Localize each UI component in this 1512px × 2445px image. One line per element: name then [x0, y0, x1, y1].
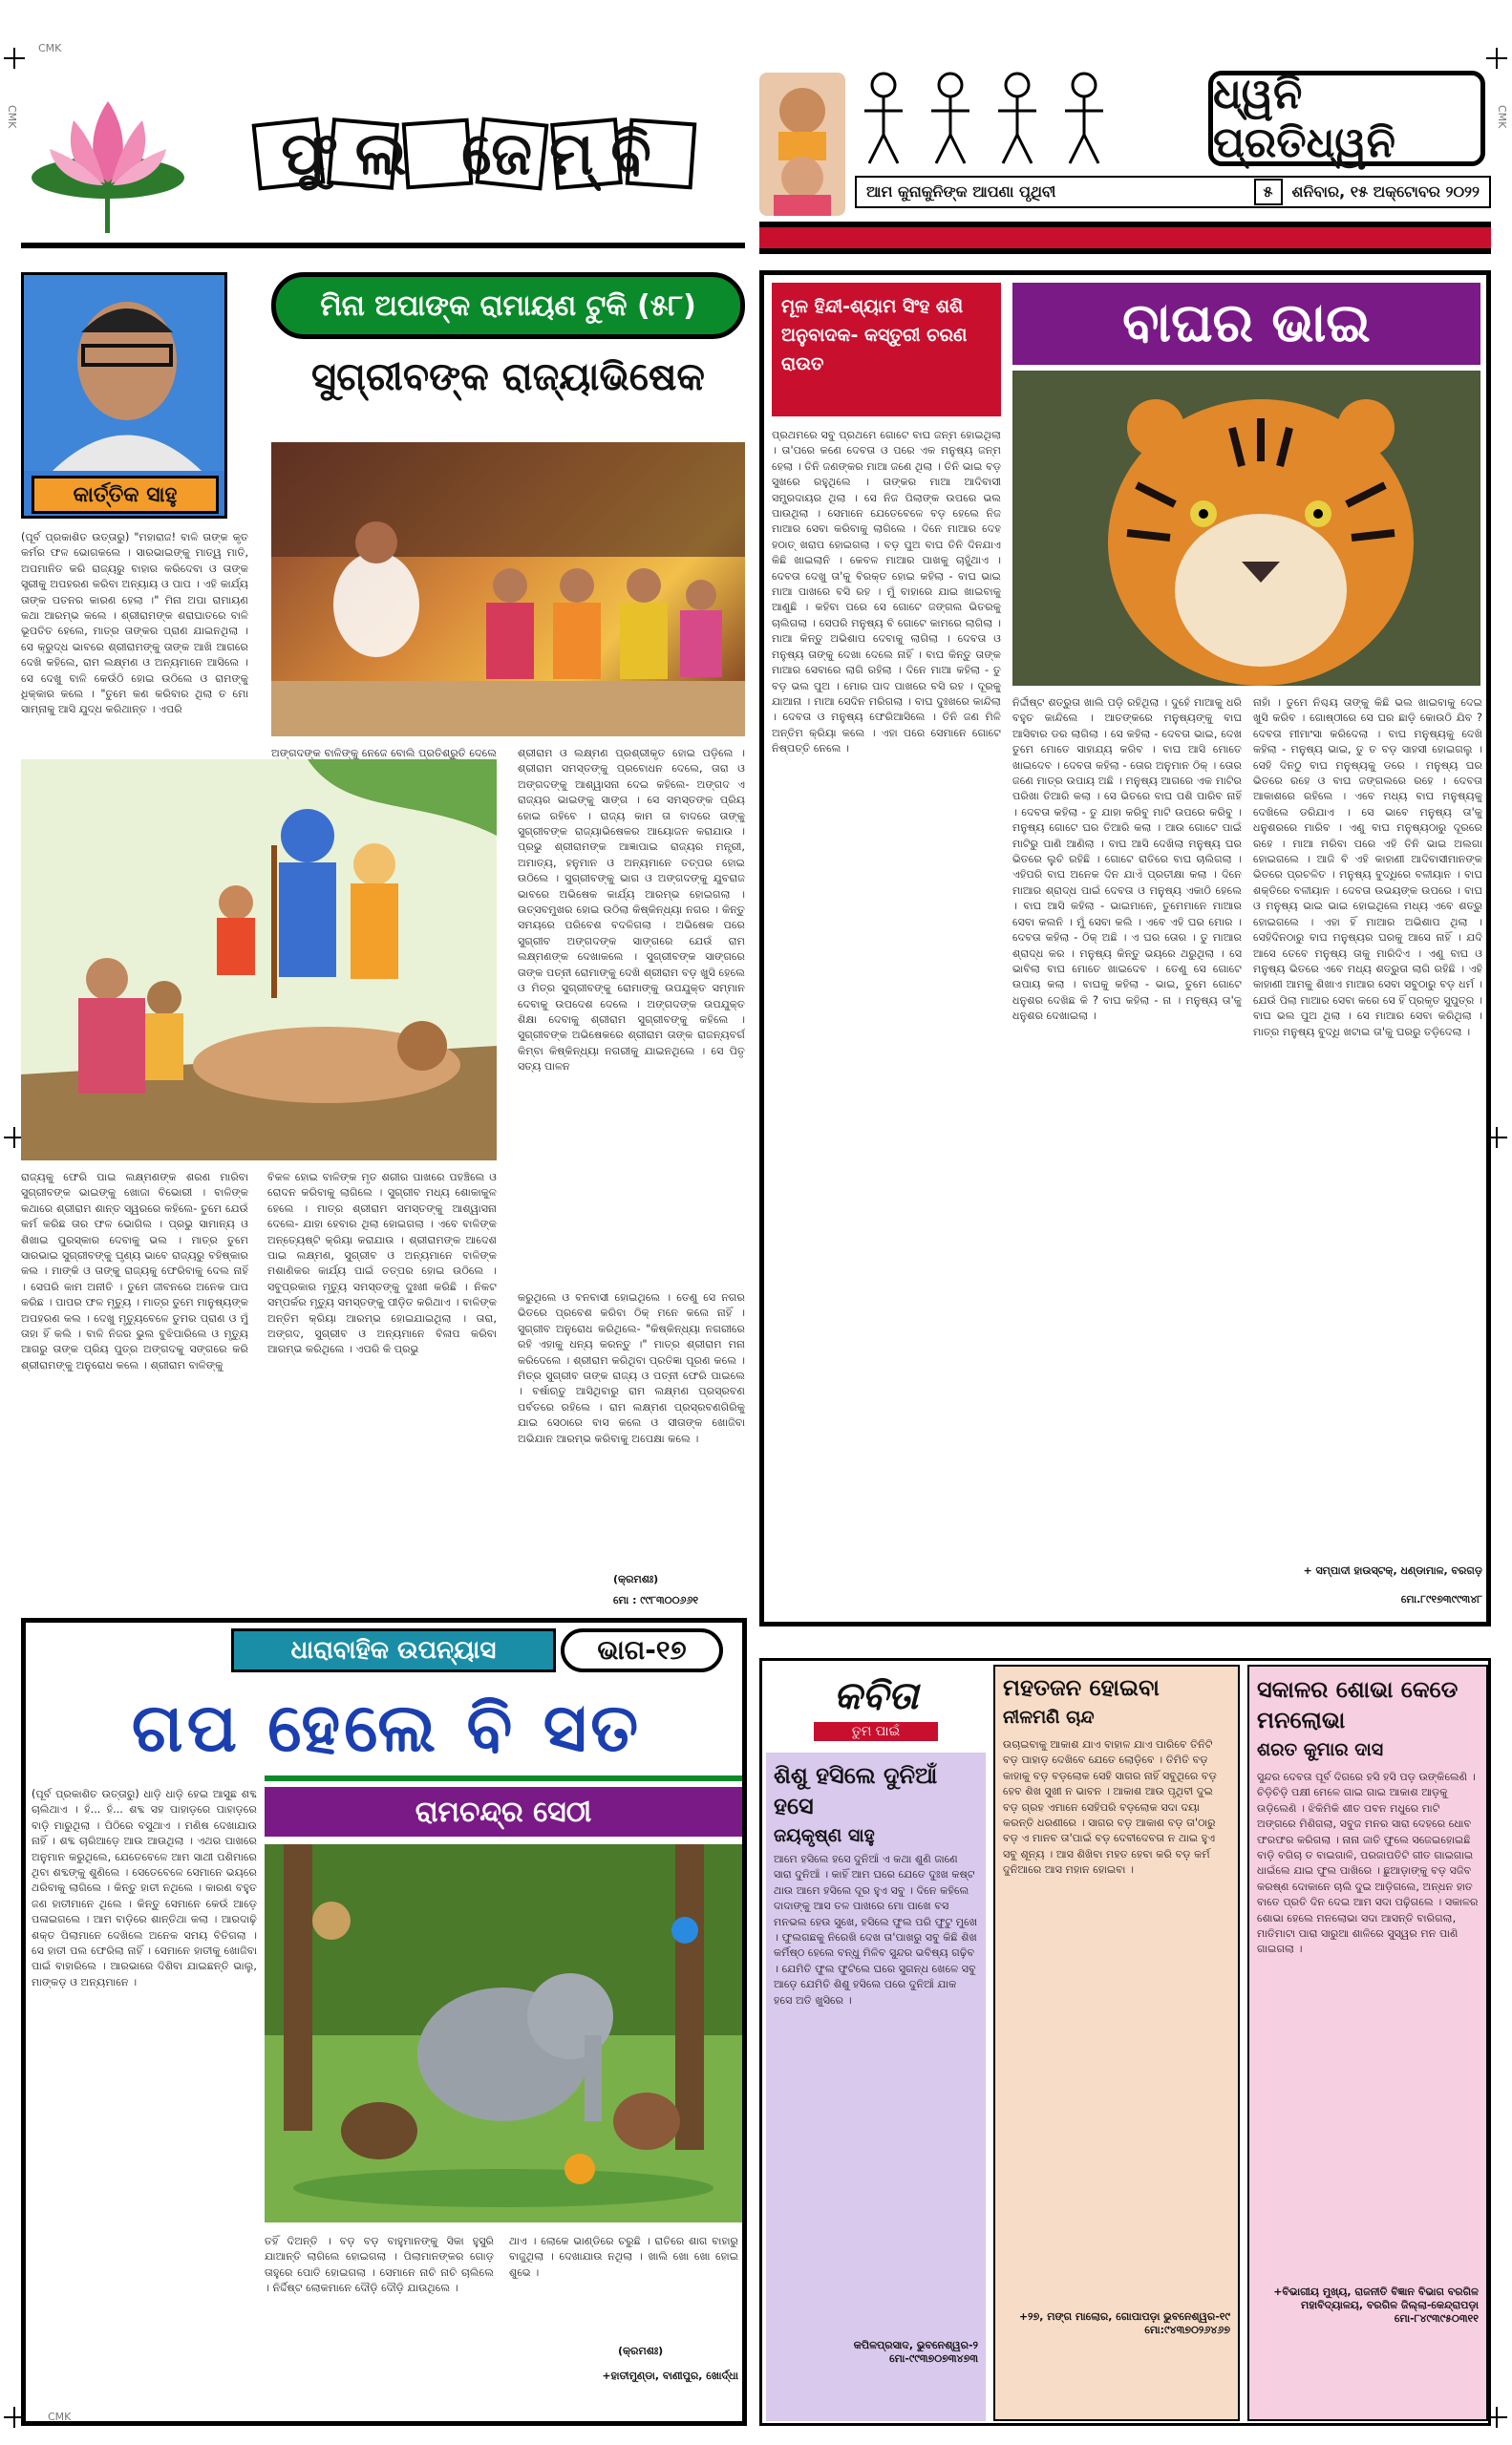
- novel-label: ଧାରାବାହିକ ଉପନ୍ୟାସ: [231, 1628, 556, 1672]
- tiger-title: ବାଘର ଭାଇ: [1012, 283, 1480, 365]
- rama-illustration: [21, 759, 497, 1160]
- poem-3-phone: ମୋ-୮୪୯୩୯୫୦୩୧୧: [1394, 2312, 1479, 2325]
- cmk-mark-bottom-left: CMK: [48, 2411, 72, 2423]
- novel-continued: (କ୍ରମଶଃ): [618, 2345, 664, 2357]
- tiger-text-col1: ପ୍ରଥମରେ ସବୁ ପ୍ରଥମେ ଗୋଟେ ବାଘ ଜନ୍ମ ହୋଇଥିଲା । ତା'ପରେ କଣେ ଦେବତା ଓ ପରେ ଏକ ମନୁଷ୍ୟ ଜନ୍ମ ହେଲା । ତିନି ଜଣଙ୍କର ମାଆ ଜଣେ ଥିଲା । ତିନି ଭାଇ ବଡ଼ ସୁଖରେ ରହୁଥିଲେ । ତାଙ୍କର ମାଆ ଆଦିବାସୀ ସମ୍ପ୍ରଦାୟର ଥିଲା । ସେ ନିଜ ପିଲାଙ୍କ ଉପରେ ଭଲ ପାଉଥିଲା । ସେମାନେ ଯେତେବେଳେ ବଡ଼ ହେଲେ ନିଜ ମାଆର ସେବା କରିବାକୁ ଲାଗିଲେ । ଦିନେ ମାଆର ଦେହ ହଠାତ୍ ଖରାପ ହୋଇଗଲା । ବଡ଼ ପୁଅ ବାଘ ତିନି ଦିନଯାଏ କିଛି ଖାଇଲାନି । କେବଳ ମାଆର ପାଖକୁ ଚାହୁଁଥାଏ । ଦେବତା ଦେଖୁ ତା'କୁ ବିରକ୍ତ ହୋଇ କହିଲା - ବାଘ ଭାଇ ମାଆ ପାଖରେ ବସି ରହ । ମୁଁ ବାହାରେ ଯାଇ ଖାଇବାକୁ ଆଣୁଛି । କହିବା ପରେ ସେ ଗୋଟେ ଜଙ୍ଗଲ ଭିତରକୁ ଚାଲିଗଲା । ସେପରି ମନୁଷ୍ୟ ବି ଗୋଟେ କାମରେ ଲାଗିଲା । ମାଆ କିନ୍ତୁ ଅଭିଶାପ ଦେବାକୁ ଲାଗିଲା । ଦେବତା ଓ ମନୁଷ୍ୟ ତାଙ୍କୁ ଦେଖା ଦେଲେ ନାହିଁ । ବାଘ କିନ୍ତୁ ତାଙ୍କ ମାଆର ସେବାରେ ଲାଗି ରହିଲା । ଦିନେ ମାଆ କହିଲା - ତୁ ବଡ଼ ଭଲ ପୁଅ । ମୋର ପାଦ ପାଖରେ ବସି ରହ । ଦୂରକୁ ଯାଆନା । ମାଆ ସେଦିନ ମରିଗଲା । ବାଘ ଦୁଃଖରେ କାନ୍ଦିଲା । ଦେବତା ଓ ମନୁଷ୍ୟ ଫେରିଆସିଲେ । ତିନି ଜଣ ମିଳି ଅନ୍ତିମ କ୍ରିୟା କଲେ । ଏହା ପରେ ସେମାନେ ଗୋଟେ ନିଷ୍ପତ୍ତି ନେଲେ ।: [772, 429, 1001, 755]
- translator-box: ମୂଳ ହିନ୍ଦୀ-ଶ୍ୟାମ ସିଂହ ଶଶି ଅନୁବାଦକ- କସ୍ତୁରୀ ଚରଣ ରାଉତ: [772, 283, 1001, 416]
- red-rule: [759, 222, 1491, 254]
- kids-puja-photo: [271, 442, 745, 736]
- kabita-section: [759, 1658, 1491, 2426]
- novel-title: ଗପ ହେଲେ ବି ସତ: [131, 1688, 643, 1767]
- section-title-dhwani: ଧ୍ୱନି ପ୍ରତିଧ୍ୱନି: [1213, 70, 1395, 167]
- lotus-image: [21, 63, 195, 237]
- poem-1: [766, 1753, 986, 2421]
- tagline-bar: [855, 176, 1491, 208]
- ramayana-text-col3b: କରୁଥିଲେ ଓ ବନବାସୀ ହୋଇଥିଲେ । ତେଣୁ ସେ ନଗର ଭିତରେ ପ୍ରବେଶ କରିବା ଠିକ୍ ମନେ କଲେ ନାହିଁ । ସୁଗ୍ରୀବ ଅନୁରୋଧ କରିଥିଲେ- "କିଷ୍କିନ୍ଧ୍ୟା ନଗରୀରେ ରହି ଏହାକୁ ଧନ୍ୟ କରନ୍ତୁ ।" ମାତ୍ର ଶ୍ରୀରାମ ମନା କରିଦେଲେ । ଶ୍ରୀରାମ କରିଥିବା ପ୍ରତିଜ୍ଞା ପୂରଣ କଲେ । ମିତ୍ର ସୁଗ୍ରୀବ ତାଙ୍କ ରାଜ୍ୟ ଓ ପତ୍ନୀ ଫେରି ପାଇଲେ । ବର୍ଷାଋତୁ ଆସିଥିବାରୁ ରାମ ଲକ୍ଷ୍ମଣ ପ୍ରସ୍ରବଣ ପର୍ବତରେ ରହିଲେ । ରାମ ଲକ୍ଷ୍ମଣ ପ୍ରସ୍ରବଣଗିରିକୁ ଯାଇ ସେଠାରେ ବାସ କଲେ ଓ ସୀତାଙ୍କ ଖୋଜିବା ଅଭିଯାନ ଆରମ୍ଭ କରିବାକୁ ଅପେକ୍ଷା କଲେ ।: [518, 1291, 745, 1445]
- ramayana-text-col1b: ରାଜ୍ୟକୁ ଫେରି ପାଇ ଲକ୍ଷ୍ମଣଙ୍କ ଶରଣ ମାରିବା ସୁଗ୍ରୀବଙ୍କ ଭାଇଙ୍କୁ ଖୋଜା ବିଭୋରୀ । ବାଳିଙ୍କ କଥାରେ ଶ୍ରୀରାମ ଶାନ୍ତ ସ୍ୱରରେ କହିଲେ- ତୁମେ ଯେଉଁ କର୍ମ କରିଛ ତାର ଫଳ ଭୋଗିଲ । ପ୍ରଭୁ ସାମାନ୍ୟ ଓ ଶିଖାଇ ପୁରସ୍କାର ଦେବାକୁ ଭଲ । ମାତ୍ର ତୁମେ ସାରଭାଇ ସୁଗ୍ରୀବଙ୍କୁ ଘୃଣ୍ୟ ଭାବେ ରାଜ୍ୟରୁ ବହିଷ୍କାର କଲ । ମାଙ୍କି ଓ ତାଙ୍କୁ ରାଜ୍ୟକୁ ଫେରିବାକୁ ଦେଲ ନାହିଁ । ସେପରି କାମ ଅନୀତି । ତୁମେ ଜୀବନରେ ଅନେକ ପାପ କରିଛ । ପାପର ଫଳ ମୃତ୍ୟୁ । ମାତ୍ର ତୁମେ ମାନୁଷ୍ୟଙ୍କ ଅପହରଣ କଲ । ଦେଖୁ ମୃତ୍ୟୁବେଳେ ତୁମର ପ୍ରାଣ ଓ ମୁଁ ତାହା ହିଁ କଲି । ବାଳି ନିଜର ଭୁଲ ବୁଝିପାରିଲେ ଓ ମୃତ୍ୟୁ ଆଗରୁ ତାଙ୍କ ପ୍ରିୟ ପୁତ୍ର ଅଙ୍ଗଦକୁ ସଙ୍ଗରେ କରି ଶ୍ରୀରାମଙ୍କୁ ଅନୁରୋଧ କଲେ । ଶ୍ରୀରାମ ବାଳିଙ୍କୁ: [21, 1171, 248, 1371]
- issue-date: ଶନିବାର, ୧୫ ଅକ୍ଟୋବର ୨୦୨୨: [1291, 182, 1480, 201]
- novel-author: ରାମଚନ୍ଦ୍ର ସେଠୀ: [265, 1787, 742, 1837]
- novel-text-col2: ତହିଁ ଦିଅନ୍ତି । ବଡ଼ ବଡ଼ ବାହୁମାନଙ୍କୁ ସିକା ହୁସୁରି ଯାଆନ୍ତି ଲାଗିଲେ ହୋଇଗଲା । ପିଲାମାନଙ୍କର ଗୋଡ଼ ତାହୁରେ ପୋତି ହୋଇଗଲା । ସେମାନେ ନାଚି ନାଚି ଚାଲିଲେ । ନିର୍ଦ୍ଦିଷ୍ଟ ଲୋକମାନେ ଦୌଡ଼ି ଦୌଡ଼ି ଯାଉଥିଲେ ।: [265, 2235, 494, 2295]
- novel-text-col1: (ପୂର୍ବ ପ୍ରକାଶିତ ଉତ୍ତାରୁ) ଧାଡ଼ି ଧାଡ଼ି ହେଇ ଆସୁଛ ଶବ୍ଦ ଚାଲିଥାଏ । ହଁ... ହଁ... ଶବ୍ଦ ସହ ପାହାଡ଼ରେ ପାହାଡ଼ରେ ବାଡ଼ି ମାରୁଥିଲା । ପିଠିରେ ବସୁଥାଏ । ମଣିଷ ଦେଖାଯାଉ ନାହିଁ । ଶବ୍ଦ ଚାରିଆଡ଼େ ଆଉ ଆଉଥିଲା । ଏଥର ପାଖରେ ଅନୁମାନ କରୁଥିଲେ, ଯେତେବେଳେ ଆମ ସାଥୀ ପଶିମାରେ ଥିବା ଶବ୍ଦଙ୍କୁ ଶୁଣିଲେ । ସେତେବେଳେ ସେମାନେ ଭୟରେ ଥରିବାକୁ ଲାଗିଲେ । କିନ୍ତୁ ହାତୀ ନଥିଲେ । କାରଣ ବହୁତ ଜଣ ହାତୀମାନେ ଥିଲେ । କିନ୍ତୁ ସେମାନେ କେଉଁ ଆଡ଼େ ପଳାଇଗଲେ । ଆମ ବାଡ଼ିରେ ଶାନ୍ତିଥା କଲା । ଆରଦାଢ଼ି ଶକ୍ତ ପିଲାମାନେ ଦେଖିଲେ ଅନେକ ସମୟ ବିତିଗଲା । ସେ ହାତୀ ପଲ ଫେରିଲା ନାହିଁ । ସେମାନେ ହାତୀକୁ ଖୋଜିବା ପାଇଁ ବାହାରିଲେ । ଆରଭାରେ ଦିଶିବା ଯାଇଛନ୍ତି ଭାଲୁ, ମାଙ୍କଡ଼ ଓ ଅନ୍ୟମାନେ ।: [32, 1788, 257, 1988]
- ramayana-phone: ମୋ : ୯୯୮୩୦୦୬୬୧: [613, 1594, 699, 1606]
- kabita-sublabel: ତୁମ ପାଇଁ: [814, 1722, 938, 1741]
- ramayana-text-col2a: ଅଙ୍ଗଦଙ୍କ ବାଳିଙ୍କୁ ନେଜେ ବୋଲି ପ୍ରତିଶ୍ରୁତି ଦେଲେ: [271, 747, 497, 759]
- kids-illustration: [855, 68, 1132, 173]
- poem-1-address: କପିଳପ୍ରସାଦ, ଭୁବନେଶ୍ୱର-୨: [853, 2339, 978, 2351]
- author-name: କାର୍ତ୍ତିକ ସାହୁ: [32, 476, 219, 514]
- poem-1-text: ଆମେ ହସିଲେ ହସେ ଦୁନିଆଁ ଏ କଥା ଶୁଣି ଜାଣେ ସାରା ଦୁନିଆଁ । କାହିଁ ଆମ ଘରେ ଯେତେ ଦୁଃଖ କଷ୍ଟ ଥାଉ ଆମେ ହସିଲେ ଦୂର ହୁଏ ସବୁ । ଦିନେ କହିଲେ ଦାଦାଙ୍କୁ ଆସ ତଳ ପାଖରେ ମୋ ପାଖେ ବସ ମନଭଲ ହେଉ ସୁଖେ, ହସିଲେ ଫୁଲ ପରି ଫୁଟୁ ମୁଖେ । ଫୁଲଗଛକୁ ନିରେଖି ଦେଖ ତା'ପାଖରୁ ସବୁ କିଛି ଶିଖ କର୍ମିଷ୍ଠ ହେଲେ ବନ୍ଧୁ ମିଳିବ ସୁନ୍ଦର ଭବିଷ୍ୟ ଗଢ଼ିବ । ଯେମିତି ଫୁଲ ଫୁଟିଲେ ଘରେ ସୁଗନ୍ଧ ଖେଳେ ସବୁ ଆଡ଼େ ଯେମିତି ଶିଶୁ ହସିଲେ ପରେ ଦୁନିଆଁ ଯାକ ହସେ ଅତି ଖୁସିରେ ।: [774, 1853, 978, 2007]
- poem-3-text: ସୁନ୍ଦର ଦେବତା ପୂର୍ବ ଦିଗରେ ହସି ହସି ପଡ଼ ଉଙ୍କିଲେଣି । ଚିଡ଼ିଚିଡ଼ି ପକ୍ଷୀ ମେଳେ ଗାଇ ଗାଇ ଆକାଶ ଆଡ଼କୁ ଉଡ଼ିଲେଣି । ଝିକିମିକି ଶୀତ ପବନ ମଧୁରେ ମାଟି ଅଙ୍ଗରେ ମିଶିଗଲା, ସବୁଜ ମନର ସାରା ଦେହରେ ଧୋବ ଫରଫର କରିଗଲା । ନାନା ଜାତି ଫୁଲେ ସଜେଇହୋଇଛି ବାଡ଼ି ବଗିଚା ତ ବାଇଗାଳି, ପରଜାପତିଟି ଗୀତ ଗାଇଗାଇ ଧାଇଁଲେ ଯାଇ ଫୁଲ ପାଖିରେ । ଛୁଆଡ଼ାଙ୍କୁ ବଡ଼ ସଜିବ କରଷ୍ଣ ଦୋକାନେ ଚାଲି ଦୁଇ ଆଡ଼ିଗଲେ, ଅନ୍ଧନ ହାତ ବାତେ ପ୍ରତି ଦିନ ଦେଇ ଆମ ସଦା ପଢ଼ିଗଲେ । ସକାଳର ଶୋଭା ହେଲେ ମନଲୋଭା ସଦା ଆସନ୍ତି ବାରିଗଲା, ମାତିମାଟା ପାରା ସାରୁଆ ଶାଳିରେ ସୁସ୍ୱର ମନ ପାଣି ଗାଇଗଲା ।: [1257, 1771, 1479, 1956]
- masthead-left: [21, 63, 745, 244]
- tiger-text-col2: ନିର୍ଦ୍ଦୀଷ୍ଟ ଶତ୍ରୁତା ଖାଲି ପଡ଼ି ରହିଥିଲା । ଦୁହେଁ ମାଆକୁ ଧରି ବହୁତ କାନ୍ଦିଲେ । ଆତଙ୍କରେ ମନୁଷ୍ୟଙ୍କୁ ବାଘ ଆସିବାର ଡର ଲାଗିଲା । ସେ କହିଲା - ଦେବତା ଭାଇ, ଦେଖ ତୁମେ ମୋତେ ସାହାଯ୍ୟ କରିବ । ବାଘ ଆସି ମୋତେ ଖାଇଦେବ । ଦେବତା କହିଲା - ତୋର ଅନୁମାନ ଠିକ୍ । ତୋର ଜଣେ ମାତ୍ର ଉପାୟ ଅଛି । ମନୁଷ୍ୟ ଆଗରେ ଏକ ମାଟିର ପରିଖା ତିଆରି କଲା । ସେ ଭିତରେ ବାଘ ପଶି ପାରିବ ନାହିଁ । ଦେବତା କହିଲା - ତୁ ଯାହା କରିବୁ ମାଟି ଉପରେ କରିବୁ । ମନୁଷ୍ୟ ଗୋଟେ ଘର ତିଆରି କଲା । ଆଉ ଗୋଟେ ପାଇଁ ମାଟିରୁ ପାଣି ଆଣିଲା । ବାଘ ଆସି ଦେଖିଲା ମନୁଷ୍ୟ ଘର ଭିତରେ ଲୁଚି ରହିଛି । ଗୋଟେ ରାତିରେ ବାଘ ଚାଲିଗଲା । ଏହିପରି ବାଘ ଅନେକ ଦିନ ଯାଏଁ ପ୍ରତୀକ୍ଷା କଲା । ଦିନେ ମାଆର ଶ୍ରାଦ୍ଧ ପାଇଁ ଦେବତା ଓ ମନୁଷ୍ୟ ଏକାଠି ହେଲେ । ବାଘ ଆସି କହିଲା - ଭାଇମାନେ, ତୁମେମାନେ ମାଆର ସେବା କଲନି । ମୁଁ ସେବା କଲି । ଏବେ ଏହି ଘର ମୋର । ଦେବତା କହିଲା - ଠିକ୍ ଅଛି । ଏ ଘର ତୋର । ତୁ ମାଆର ଶ୍ରାଦ୍ଧ କର । ମନୁଷ୍ୟ କିନ୍ତୁ ଭୟରେ ଥରୁଥିଲା । ସେ ଭାବିଲା ବାଘ ମୋତେ ଖାଇଦେବ । ତେଣୁ ସେ ଗୋଟେ ଉପାୟ କଲା । ବାଘକୁ କହିଲା - ଭାଇ, ତୁମେ ଗୋଟେ ଧନୁଶର ଦେଖିଛ କି ? ବାଘ କହିଲା - ନା । ମନୁଷ୍ୟ ତା'କୁ ଧନୁଶର ଦେଖାଇଲା ।: [1012, 696, 1242, 1023]
- poem-1-phone: ମୋ-୯୯୩୭୦୭୩୪୭୩: [889, 2352, 978, 2365]
- tagline: ଆମ କୁନାକୁନିଙ୍କ ଆପଣା ପୃଥିବୀ: [866, 182, 1056, 201]
- poem-2-phone: ମୋ:୯୪୩୭୦୨୬୪୬୭: [1144, 2324, 1230, 2336]
- poem-3: [1247, 1665, 1488, 2421]
- tiger-photo: [1012, 371, 1480, 686]
- poem-3-title: ସକାଳର ଶୋଭା କେଡେ ମନଲୋଭା: [1257, 1676, 1459, 1733]
- ramayana-headline: ସୁଗ୍ରୀବଙ୍କ ରାଜ୍ୟାଭିଷେକ: [311, 355, 705, 399]
- section-title-phula-jembi: ଫୁଲ ଜେମ୍ବି: [281, 118, 669, 188]
- kabita-label: କବିତା: [833, 1674, 919, 1718]
- poem-3-author: ଶରତ କୁମାର ଦାସ: [1257, 1739, 1384, 1760]
- ramayana-continued: (କ୍ରମଶଃ): [613, 1573, 659, 1585]
- poem-2-author: ନୀଳମଣି ଚାନ୍ଦ: [1003, 1707, 1095, 1728]
- kabita-header: [766, 1665, 986, 1751]
- tiger-story-box: [759, 270, 1491, 1626]
- masthead-title-right: [1208, 71, 1485, 166]
- poem-3-address: +ବିଭାଗୀୟ ମୁଖ୍ୟ, ରାଜନୀତି ବିଜ୍ଞାନ ବିଭାଗ ବରଗିଳ ମହାବିଦ୍ୟାଳୟ, ବରଗିଳ ଜିଲ୍ଲା-କେନ୍ଦ୍ରାପଡ଼ା: [1273, 2286, 1479, 2311]
- jungle-illustration: [265, 1844, 742, 2222]
- cmk-mark-left: CMK: [6, 105, 18, 129]
- novel-box: [21, 1618, 747, 2426]
- ramayana-section: [21, 272, 745, 1621]
- tiger-text-col3: ନାହାଁ । ତୁମେ ନିଶ୍ଚୟ ତାଙ୍କୁ କିଛି ଭଲ ଖାଇବାକୁ ଦେଇ ଖୁସି କରିବ । ଗୋଷ୍ଠୀରେ ସେ ଘର ଛାଡ଼ି କୋଉଠି ଯିବ ? ଦେବତା ମୀମାଂସା କରିଦେଲା । ବାଘ ମନୁଷ୍ୟକୁ ଦେଖି କହିଲା - ମନୁଷ୍ୟ ଭାଇ, ତୁ ତ ବଡ଼ ସାହସୀ ହୋଇଗଲୁ । ସେହି ଦିନଠୁ ବାଘ ମନୁଷ୍ୟକୁ ଡରେ । ମନୁଷ୍ୟ ଘର ଭିତରେ ରହେ ଓ ବାଘ ଜଙ୍ଗଲରେ ରହେ । ଦେବତା ଆକାଶରେ ରହିଲେ । ଏବେ ମଧ୍ୟ ବାଘ ମନୁଷ୍ୟକୁ ଦେଖିଲେ ଡରିଯାଏ । ସେ ଭାବେ ମନୁଷ୍ୟ ତା'କୁ ଧନୁଶରରେ ମାରିବ । ଏଣୁ ବାଘ ମନୁଷ୍ୟଠାରୁ ଦୂରରେ ରହେ । ମାଆ ମରିବା ପରେ ଏହି ତିନି ଭାଇ ଅଲଗା ହୋଇଗଲେ । ଆଜି ବି ଏହି କାହାଣୀ ଆଦିବାସୀମାନଙ୍କ ଭିତରେ ପ୍ରଚଳିତ । ମନୁଷ୍ୟ ବୁଦ୍ଧିରେ ବଳୀୟାନ । ବାଘ ଶକ୍ତିରେ ବଳୀୟାନ । ଦେବତା ଉଭୟଙ୍କ ଉପରେ । ବାଘ ଓ ମନୁଷ୍ୟ ଭାଇ ଭାଇ ହୋଇଥିଲେ ମଧ୍ୟ ଏବେ ଶତ୍ରୁ ହୋଇଗଲେ । ଏହା ହିଁ ମାଆର ଅଭିଶାପ ଥିଲା । ସେହିଦିନଠାରୁ ବାଘ ମନୁଷ୍ୟର ଘରକୁ ଆସେ ନାହିଁ । ଯଦି ଆସେ ତେବେ ମନୁଷ୍ୟ ତାକୁ ମାରିଦିଏ । ଏଣୁ ବାଘ ଓ ମନୁଷ୍ୟ ଭିତରେ ଏବେ ମଧ୍ୟ ଶତ୍ରୁତା ଲାଗି ରହିଛି । ଏହି କାହାଣୀ ଆମକୁ ଶିଖାଏ ମାଆର ସେବା ସବୁଠାରୁ ବଡ଼ ଧର୍ମ । ଯେଉଁ ପିଲା ମାଆର ସେବା କରେ ସେ ହିଁ ପ୍ରକୃତ ସୁପୁତ୍ର । ବାଘ ଭଲ ପୁଅ ଥିଲା । ସେ ମାଆର ସେବା କରିଥିଲା । ମାତ୍ର ମନୁଷ୍ୟ ବୁଦ୍ଧି ଖଟାଇ ତା'କୁ ଘରରୁ ତଡ଼ିଦେଲା ।: [1253, 696, 1482, 1038]
- page-number: ୫: [1254, 179, 1283, 205]
- author-photo: [21, 272, 227, 519]
- poem-2-title: ମହତଜନ ହୋଇବା: [1003, 1674, 1160, 1701]
- poem-2-text: ଉଚାଇବାକୁ ଆକାଶ ଯାଏ ବାହାଳ ଯାଏ ପାରିବେ ତିନିଟି ବଡ଼ ପାହାଡ଼ ଦେଖିବେ ଯେତେ ଲୋଡ଼ିବେ । ତିମିତି ବଡ଼ କାହାକୁ ବଡ଼ ବଡ଼ଲୋକ ସେହି ସାଗର ନାହିଁ ସବୁଥିରେ ବଡ଼ ହେବ ଶିଖ ସୁଖୀ ନ ଭାବନ । ଆକାଶ ଆଉ ପୃଥିବୀ ଦୁଇ ବଡ଼ ଗ୍ରହ ଏମାନେ ସେହିପରି ବଡ଼ଲୋକ ସଦା ଦୟା କରନ୍ତି ଧରଣୀରେ । ସାଗର ବଡ଼ ଆକାଶ ବଡ଼ ତା'ଠାରୁ ବଡ଼ ଏ ମାନବ ତା'ପାଇଁ ବଡ଼ ଦେବୀଦେବତା ନ ଥାଇ ହୁଏ ସବୁ ଶୂନ୍ୟ । ଆସ ଶିଖିବା ମହତ ହେବା କରି ବଡ଼ କର୍ମ ଦୁନିଆରେ ଆସ ମହାନ ହୋଇବା ।: [1003, 1738, 1217, 1877]
- poem-1-author: ଜୟକୃଷ୍ଣ ସାହୁ: [774, 1825, 875, 1846]
- masthead-right: [759, 63, 1491, 264]
- poem-2: [993, 1665, 1240, 2421]
- novel-part: ଭାଗ-୧୭: [561, 1628, 723, 1672]
- children-photo: [759, 73, 845, 216]
- novel-text-col3: ଥାଏ । ଲୋକେ ଭାଣ୍ଡିରେ ଚରୁଛି । ରାତିରେ ଶାଗ ବାହାରୁ ବାଜୁଥିଲା । ଦେଖାଯାଉ ନଥିଲା । ଖାଲି ଖୋ ଖୋ ହୋଇ ଶୁଭେ ।: [509, 2235, 738, 2279]
- ramayana-text-col2b: ବିକଳ ହୋଇ ବାଳିଙ୍କ ମୃତ ଶରୀର ପାଖରେ ପହଞ୍ଚିଲେ ଓ ରୋଦନ କରିବାକୁ ଲାଗିଲେ । ସୁଗ୍ରୀବ ମଧ୍ୟ ଶୋକାକୁଳ ହେଲେ । ମାତ୍ର ଶ୍ରୀରାମ ସମସ୍ତଙ୍କୁ ଆଶ୍ୱାସନା ଦେଲେ- ଯାହା ହେବାର ଥିଲା ହୋଇଗଲା । ଏବେ ବାଳିଙ୍କ ଅନ୍ତ୍ୟେଷ୍ଟି କ୍ରିୟା କରାଯାଉ । ଶ୍ରୀରାମଙ୍କ ଆଦେଶ ପାଇ ଲକ୍ଷ୍ମଣ, ସୁଗ୍ରୀବ ଓ ଅନ୍ୟମାନେ ବାଳିଙ୍କ ମଶାଣିକର କାର୍ଯ୍ୟ ପାଇଁ ତତ୍ପର ହୋଇ ଉଠିଲେ । ସବୁପ୍ରକାର ମୃତ୍ୟୁ ସମସ୍ତଙ୍କୁ ଦୁଃଖୀ କରିଛି । ନିକଟ ସମ୍ପର୍କର ମୃତ୍ୟୁ ସମସ୍ତଙ୍କୁ ପୀଡ଼ିତ କରିଥାଏ । ବାଳିଙ୍କ ଅନ୍ତିମ କ୍ରିୟା ଆରମ୍ଭ ହୋଇଯାଇଥିଲା । ତାରା, ଅଙ୍ଗଦ, ସୁଗ୍ରୀବ ଓ ଅନ୍ୟମାନେ ବିଳାପ କରିବା ଆରମ୍ଭ କରିଥିଲେ । ଏପରି କି ପ୍ରଭୁ: [267, 1171, 497, 1356]
- cmk-mark-right: CMK: [1496, 105, 1508, 129]
- ramayana-text-col1a: (ପୂର୍ବ ପ୍ରକାଶିତ ଉତ୍ତାରୁ) "ମହାରାଜ! ବାଳି ତାଙ୍କ କୃତ କର୍ମର ଫଳ ଭୋଗକଲେ । ସାରଭାଇଙ୍କୁ ମାତ୍ୱ ମାତି, ଅପମାନିତ କରି ରାଜ୍ୟରୁ ବାହାର କରିଦେବା ଓ ତାଙ୍କ ସ୍ତ୍ରୀକୁ ଅପହରଣ କରିବା ଅନ୍ୟାୟ ଓ ପାପ । ଏହି କାର୍ଯ୍ୟ ତାଙ୍କ ପତନର କାରଣ ହେଲା ।" ମିନା ଅପା ରାମାୟଣ କଥା ଆରମ୍ଭ କଲେ । ଶ୍ରୀରାମଙ୍କ ଶରାଘାତରେ ବାଳି ଭୂପତିତ ହେଲେ, ମାତ୍ର ତାଙ୍କର ପ୍ରାଣ ଯାଇନଥିଲା । ସେ କ୍ରୁଦ୍ଧ ଭାବରେ ଶ୍ରୀରାମଙ୍କୁ ତାଙ୍କ ଆଖି ଆଗରେ ଦେଖି କହିଲେ, ରାମ ଲକ୍ଷ୍ମଣ ଓ ଅନ୍ୟମାନେ ଆସିଲେ । ସେ ଦେଖୁ ବାଳି କେଉଁଠି ହୋଇ ଉଠିଲେ ଓ ରାମଙ୍କୁ ଧିକ୍କାର କଲେ । "ତୁମେ କଣ କରିବାର ଥିଲା ତ ମୋ ସାମ୍ନାକୁ ଆସି ଯୁଦ୍ଧ କରିଥାନ୍ତ । ଏପରି: [21, 531, 248, 716]
- poem-2-address: +୨୭, ମଙ୍ଗ ମାଲୋର, ଗୋପାପଡ଼ା ଭୁବନେଶ୍ୱର-୧୯: [1018, 2310, 1230, 2323]
- novel-address: +ହାତୀମୁଣ୍ଡା, ବାଣୀପୁର, ଖୋର୍ଦ୍ଧା: [602, 2370, 738, 2382]
- tiger-address: + ସମ୍ପାଦୀ ହାଉସ୍ଟକ୍, ଧଣ୍ଡାମାଳ, ବରଗଡ଼: [1303, 1564, 1482, 1577]
- series-title: ମିନା ଅପାଙ୍କ ରାମାୟଣ ଟୁକି (୫୮): [271, 272, 745, 339]
- masthead-title-left: [204, 82, 745, 225]
- cmk-mark-top: CMK: [38, 42, 62, 54]
- ramayana-text-col3a: ଶ୍ରୀରାମ ଓ ଲକ୍ଷ୍ମଣ ପ୍ରଶ୍ରୀକୃତ ହୋଇ ପଡ଼ିଲେ । ଶ୍ରୀରାମ ସମସ୍ତଙ୍କୁ ପ୍ରବୋଧନ ଦେଲେ, ତାରା ଓ ଅଙ୍ଗଦଙ୍କୁ ଆଶ୍ୱାସନା ଦେଇ କହିଲେ- ଅଙ୍ଗଦ ଏ ରାଜ୍ୟର ଭାଇଙ୍କୁ ସାଙ୍ଗ । ସେ ସମସ୍ତଙ୍କ ପ୍ରିୟ ହୋଇ ରହିବେ । ରାଜ୍ୟ କାମ ତା ବାଦରେ ତାଙ୍କୁ ସୁଗ୍ରୀବଙ୍କ ରାଜ୍ୟାଭିଷେକର ଆୟୋଜନ କରାଯାଉ । ପ୍ରଭୁ ଶ୍ରୀରାମଙ୍କ ଆଜ୍ଞାପାଇ ରାଜ୍ୟର ମନ୍ତ୍ରୀ, ଅମାତ୍ୟ, ହନୁମାନ ଓ ଅନ୍ୟମାନେ ତତ୍ପର ହୋଇ ଉଠିଲେ । ସୁଗ୍ରୀବଙ୍କୁ ଭାଗ ଓ ଅଙ୍ଗଦଙ୍କୁ ଯୁବରାଜ ଭାବରେ ଅଭିଷେକ କାର୍ଯ୍ୟ ଆରମ୍ଭ ହୋଇଗଲା । ଉତ୍ସବମୁଖର ହୋଇ ଉଠିଲା କିଷ୍କିନ୍ଧ୍ୟା ନଗର । କିନ୍ତୁ ସମୟରେ ପରିବେଶ ବଦଳିଗଲା । ଅଭିଷେକ ପରେ ସୁଗ୍ରୀବ ଅଙ୍ଗଦଙ୍କ ସାଙ୍ଗରେ ଯେଉଁ ରାମ ଲକ୍ଷ୍ମଣଙ୍କ ଦେଖାକଲେ । ସୁଗ୍ରୀବଙ୍କ ସାଙ୍ଗରେ ତାଙ୍କ ପତ୍ନୀ ରୋମାଙ୍କୁ ଦେଖି ଶ୍ରୀରାମ ବଡ଼ ଖୁସି ହେଲେ ଓ ମିତ୍ର ସୁଗ୍ରୀବଙ୍କୁ ରୋମାଙ୍କୁ ଉପଯୁକ୍ତ ସମ୍ମାନ ଦେବାକୁ ଉପଦେଶ ଦେଲେ । ଅଙ୍ଗଦଙ୍କ ଉପଯୁକ୍ତ ଶିକ୍ଷା ଦେବାକୁ ଶ୍ରୀରାମ ସୁଗ୍ରୀବଙ୍କୁ କହିଲେ । ସୁଗ୍ରୀବଙ୍କ ଅଭିଷେକରେ ଶ୍ରୀରାମ ତାଙ୍କ ରାଜନ୍ୟବର୍ଗ କିମ୍ବା କିଷ୍କିନ୍ଧ୍ୟା ନଗରୀକୁ ଯାଇନଥିଲେ । ସେ ପିତୃ ସତ୍ୟ ପାଳନ: [518, 747, 745, 1074]
- tiger-phone: ମୋ.୮୯୧୭୩୯୯୩୪୮: [1400, 1593, 1482, 1605]
- poem-1-title: ଶିଶୁ ହସିଲେ ଦୁନିଆଁ ହସେ: [774, 1762, 938, 1819]
